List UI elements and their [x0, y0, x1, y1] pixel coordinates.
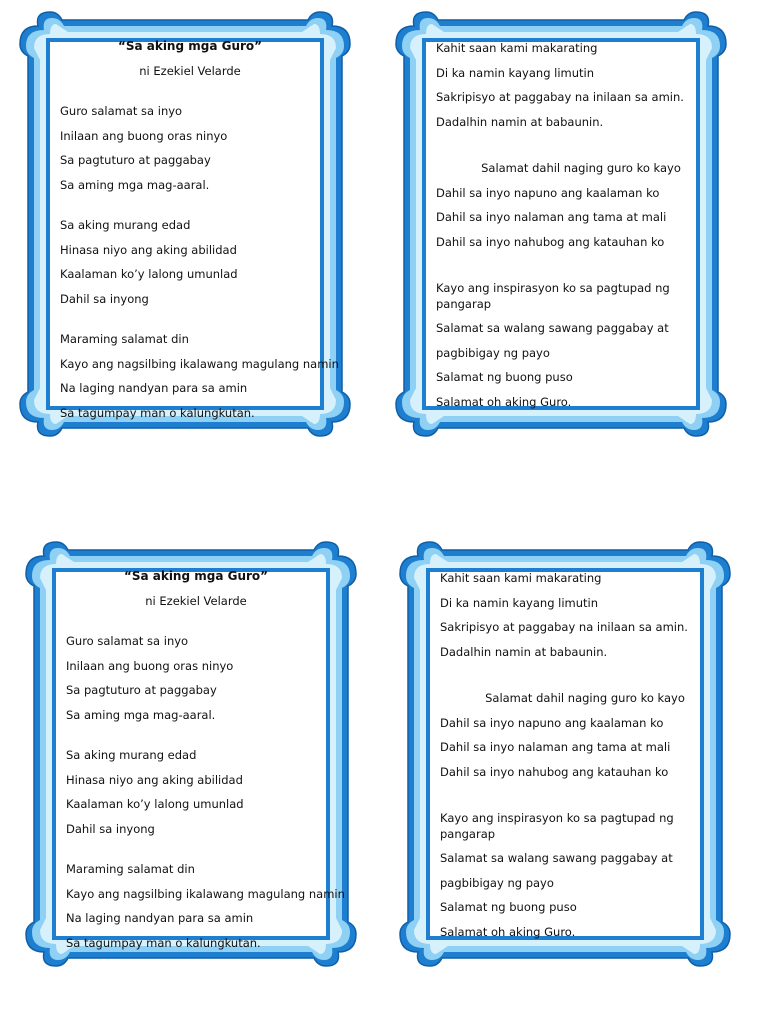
card-content	[66, 564, 345, 950]
poem-title: “Sa aking mga Guro”	[123, 569, 269, 583]
poem-line: Salamat ng buong puso	[436, 370, 573, 384]
card-content	[436, 36, 706, 414]
poem-line: Di ka namin kayang limutin	[440, 595, 599, 610]
poem-line: Salamat oh aking Guro.	[440, 924, 576, 939]
card-content	[440, 566, 710, 944]
poem-line: Dadalhin namin at babaunin.	[436, 114, 604, 129]
poem-line: Dahil sa inyo napuno ang kaalaman ko	[436, 185, 660, 200]
poem-line: Kayo ang nagsilbing ikalawang magulang namin	[66, 886, 345, 901]
poem-line: pagbibigay ng payo	[440, 875, 554, 890]
poem-line: Kaalaman ko’y lalong umunlad	[66, 797, 244, 811]
poem-line: Sa aming mga mag-aaral.	[66, 707, 216, 722]
poem-card-bottom-right	[390, 534, 740, 974]
poem-line: Sa aking murang edad	[60, 218, 191, 232]
poem-line: Kayo ang nagsilbing ikalawang magulang namin	[60, 356, 339, 371]
poem-line: Sa aking murang edad	[66, 748, 197, 762]
card-content	[60, 34, 339, 420]
poem-line: Sa aming mga mag-aaral.	[60, 177, 210, 192]
poem-line: Sa tagumpay man o kalungkutan.	[60, 405, 255, 420]
poem-author: ni Ezekiel Velarde	[139, 63, 241, 78]
poem-line: Salamat sa walang sawang paggabay at	[440, 851, 673, 865]
poem-line-wrapped: Kayo ang inspirasyon ko sa pagtupad ng pangarap	[440, 811, 674, 841]
poem-line: Maraming salamat din	[60, 332, 189, 346]
poem-heading: Salamat dahil naging guro ko kayo	[485, 691, 685, 705]
poem-line: Sakripisyo at paggabay na inilaan sa amin.	[440, 620, 688, 634]
poem-line-wrapped: Kayo ang inspirasyon ko sa pagtupad ng pangarap	[436, 281, 670, 311]
poem-line: Inilaan ang buong oras ninyo	[60, 128, 228, 143]
poem-line: Dadalhin namin at babaunin.	[440, 644, 608, 659]
poem-line: Na laging nandyan para sa amin	[60, 381, 248, 395]
poem-line: pagbibigay ng payo	[436, 345, 550, 360]
poem-line: Salamat sa walang sawang paggabay at	[436, 321, 669, 335]
poem-line: Salamat oh aking Guro.	[436, 394, 572, 409]
poem-line: Dahil sa inyong	[60, 291, 149, 306]
poem-heading: Salamat dahil naging guro ko kayo	[481, 161, 681, 175]
poem-line: Di ka namin kayang limutin	[436, 65, 595, 80]
poem-line: Sa pagtuturo at paggabay	[66, 683, 217, 697]
poem-line: Hinasa niyo ang aking abilidad	[60, 242, 237, 257]
poem-line: Salamat ng buong puso	[440, 900, 577, 914]
poem-author: ni Ezekiel Velarde	[145, 593, 247, 608]
poem-line: Hinasa niyo ang aking abilidad	[66, 772, 243, 787]
poem-line: Kahit saan kami makarating	[440, 571, 602, 585]
poem-line: Dahil sa inyo napuno ang kaalaman ko	[440, 715, 664, 730]
poem-line: Guro salamat sa inyo	[60, 104, 183, 118]
poem-line: Guro salamat sa inyo	[66, 634, 189, 648]
poem-card-bottom-left	[16, 534, 366, 974]
poem-line: Sa tagumpay man o kalungkutan.	[66, 935, 261, 950]
poem-line: Sakripisyo at paggabay na inilaan sa amin.	[436, 90, 684, 104]
poem-line: Dahil sa inyo nalaman ang tama at mali	[436, 210, 667, 224]
poem-card-top-right	[386, 4, 736, 444]
poem-line: Sa pagtuturo at paggabay	[60, 153, 211, 167]
poem-line: Dahil sa inyo nahubog ang katauhan ko	[440, 764, 669, 779]
poem-line: Kahit saan kami makarating	[436, 41, 598, 55]
poem-line: Maraming salamat din	[66, 862, 195, 876]
poem-line: Kaalaman ko’y lalong umunlad	[60, 267, 238, 281]
poem-card-top-left	[10, 4, 360, 444]
poem-line: Dahil sa inyo nalaman ang tama at mali	[440, 740, 671, 754]
poem-line: Na laging nandyan para sa amin	[66, 911, 254, 925]
poem-title: “Sa aking mga Guro”	[117, 39, 263, 53]
poem-line: Dahil sa inyong	[66, 821, 155, 836]
poem-line: Dahil sa inyo nahubog ang katauhan ko	[436, 234, 665, 249]
poem-line: Inilaan ang buong oras ninyo	[66, 658, 234, 673]
